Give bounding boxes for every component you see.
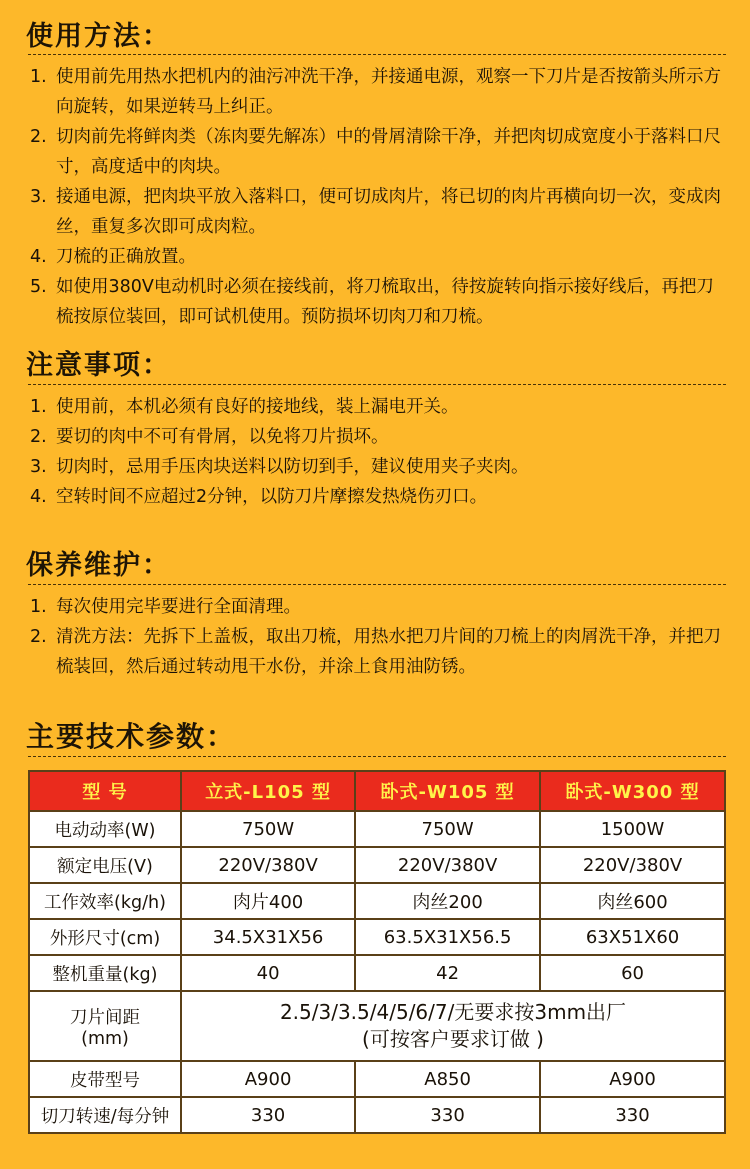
table-row	[29, 883, 725, 919]
notes-title: 注意事项：	[26, 350, 171, 381]
table-row	[29, 811, 725, 847]
list-item: 2. 清洗方法：先拆下上盖板，取出刀梳，用热水把刀片间的刀梳上的肉屑洗干净，并把刀梳装回，然后通过转动甩干水份，并涂上食用油防锈。	[30, 627, 721, 677]
notes-divider	[28, 384, 726, 385]
list-item: 3. 切肉时，忌用手压肉块送料以防切到手，建议使用夹子夹肉。	[30, 457, 529, 477]
table-cell: A900	[181, 1061, 355, 1097]
table-header-row	[29, 771, 725, 811]
list-item: 1. 使用前，本机必须有良好的接地线，装上漏电开关。	[30, 397, 459, 417]
table-cell: 220V/380V	[181, 847, 355, 883]
notes-list	[30, 392, 726, 512]
row-label: 额定电压(V)	[29, 847, 181, 883]
table-cell: 1500W	[540, 811, 725, 847]
list-item: 1. 使用前先用热水把机内的油污冲洗干净，并接通电源，观察一下刀片是否按箭头所示方向旋转，如果逆转马上纠正。	[30, 67, 721, 117]
maintenance-list	[30, 592, 726, 682]
table-row	[29, 1061, 725, 1097]
table-cell: A900	[540, 1061, 725, 1097]
table-row	[29, 919, 725, 955]
pitch-label: 刀片间距	[70, 1007, 140, 1028]
list-item: 3. 接通电源，把肉块平放入落料口，便可切成肉片，将已切的肉片再横向切一次，变成肉丝，重复多次即可成肉粒。	[30, 187, 721, 237]
specs-divider	[28, 756, 726, 757]
row-label: 整机重量(kg)	[29, 955, 181, 991]
table-row	[29, 1097, 725, 1133]
list-item: 4. 刀梳的正确放置。	[30, 247, 196, 267]
pitch-values: 2.5/3/3.5/4/5/6/7/无要求按3mm出厂	[279, 1000, 627, 1024]
usage-divider	[28, 54, 726, 55]
table-cell: 750W	[355, 811, 540, 847]
header-cell: 卧式-W105 型	[355, 771, 540, 811]
list-item: 5. 如使用380V电动机时必须在接线前，将刀梳取出，待按旋转向指示接好线后，再把刀梳按原位装回，即可试机使用。预防损坏切肉刀和刀梳。	[30, 277, 714, 327]
table-cell: 330	[181, 1097, 355, 1133]
table-cell: 750W	[181, 811, 355, 847]
list-item: 4. 空转时间不应超过2分钟，以防刀片摩擦发热烧伤刃口。	[30, 487, 488, 507]
list-item: 2. 切肉前先将鲜肉类（冻肉要先解冻）中的骨屑清除干净，并把肉切成宽度小于落料口尺寸，高度适中的肉块。	[30, 127, 721, 177]
table-cell	[181, 991, 725, 1061]
pitch-unit: (mm)	[81, 1028, 129, 1049]
header-cell: 型 号	[29, 771, 181, 811]
maintenance-title: 保养维护：	[26, 550, 171, 581]
table-cell: A850	[355, 1061, 540, 1097]
table-row	[29, 991, 725, 1061]
specs-table	[28, 770, 726, 1134]
table-cell: 63X51X60	[540, 919, 725, 955]
maintenance-divider	[28, 584, 726, 585]
header-cell: 卧式-W300 型	[540, 771, 725, 811]
row-label: 工作效率(kg/h)	[29, 883, 181, 919]
table-cell: 220V/380V	[540, 847, 725, 883]
list-item: 2. 要切的肉中不可有骨屑，以免将刀片损坏。	[30, 427, 389, 447]
usage-title: 使用方法：	[26, 21, 171, 52]
table-cell: 60	[540, 955, 725, 991]
row-label	[29, 991, 181, 1061]
header-cell: 立式-L105 型	[181, 771, 355, 811]
usage-list	[30, 62, 726, 332]
table-cell: 肉片400	[181, 883, 355, 919]
row-label: 电动动率(W)	[29, 811, 181, 847]
pitch-note: (可按客户要求订做 )	[362, 1027, 544, 1051]
table-row	[29, 955, 725, 991]
specs-title: 主要技术参数：	[26, 720, 237, 753]
table-cell: 330	[540, 1097, 725, 1133]
row-label: 外形尺寸(cm)	[29, 919, 181, 955]
row-label: 切刀转速/每分钟	[29, 1097, 181, 1133]
table-cell: 330	[355, 1097, 540, 1133]
list-item: 1. 每次使用完毕要进行全面清理。	[30, 597, 301, 617]
row-label: 皮带型号	[29, 1061, 181, 1097]
table-cell: 34.5X31X56	[181, 919, 355, 955]
table-cell: 40	[181, 955, 355, 991]
table-cell: 42	[355, 955, 540, 991]
table-cell: 63.5X31X56.5	[355, 919, 540, 955]
table-cell: 肉丝200	[355, 883, 540, 919]
table-cell: 肉丝600	[540, 883, 725, 919]
table-row	[29, 847, 725, 883]
table-cell: 220V/380V	[355, 847, 540, 883]
